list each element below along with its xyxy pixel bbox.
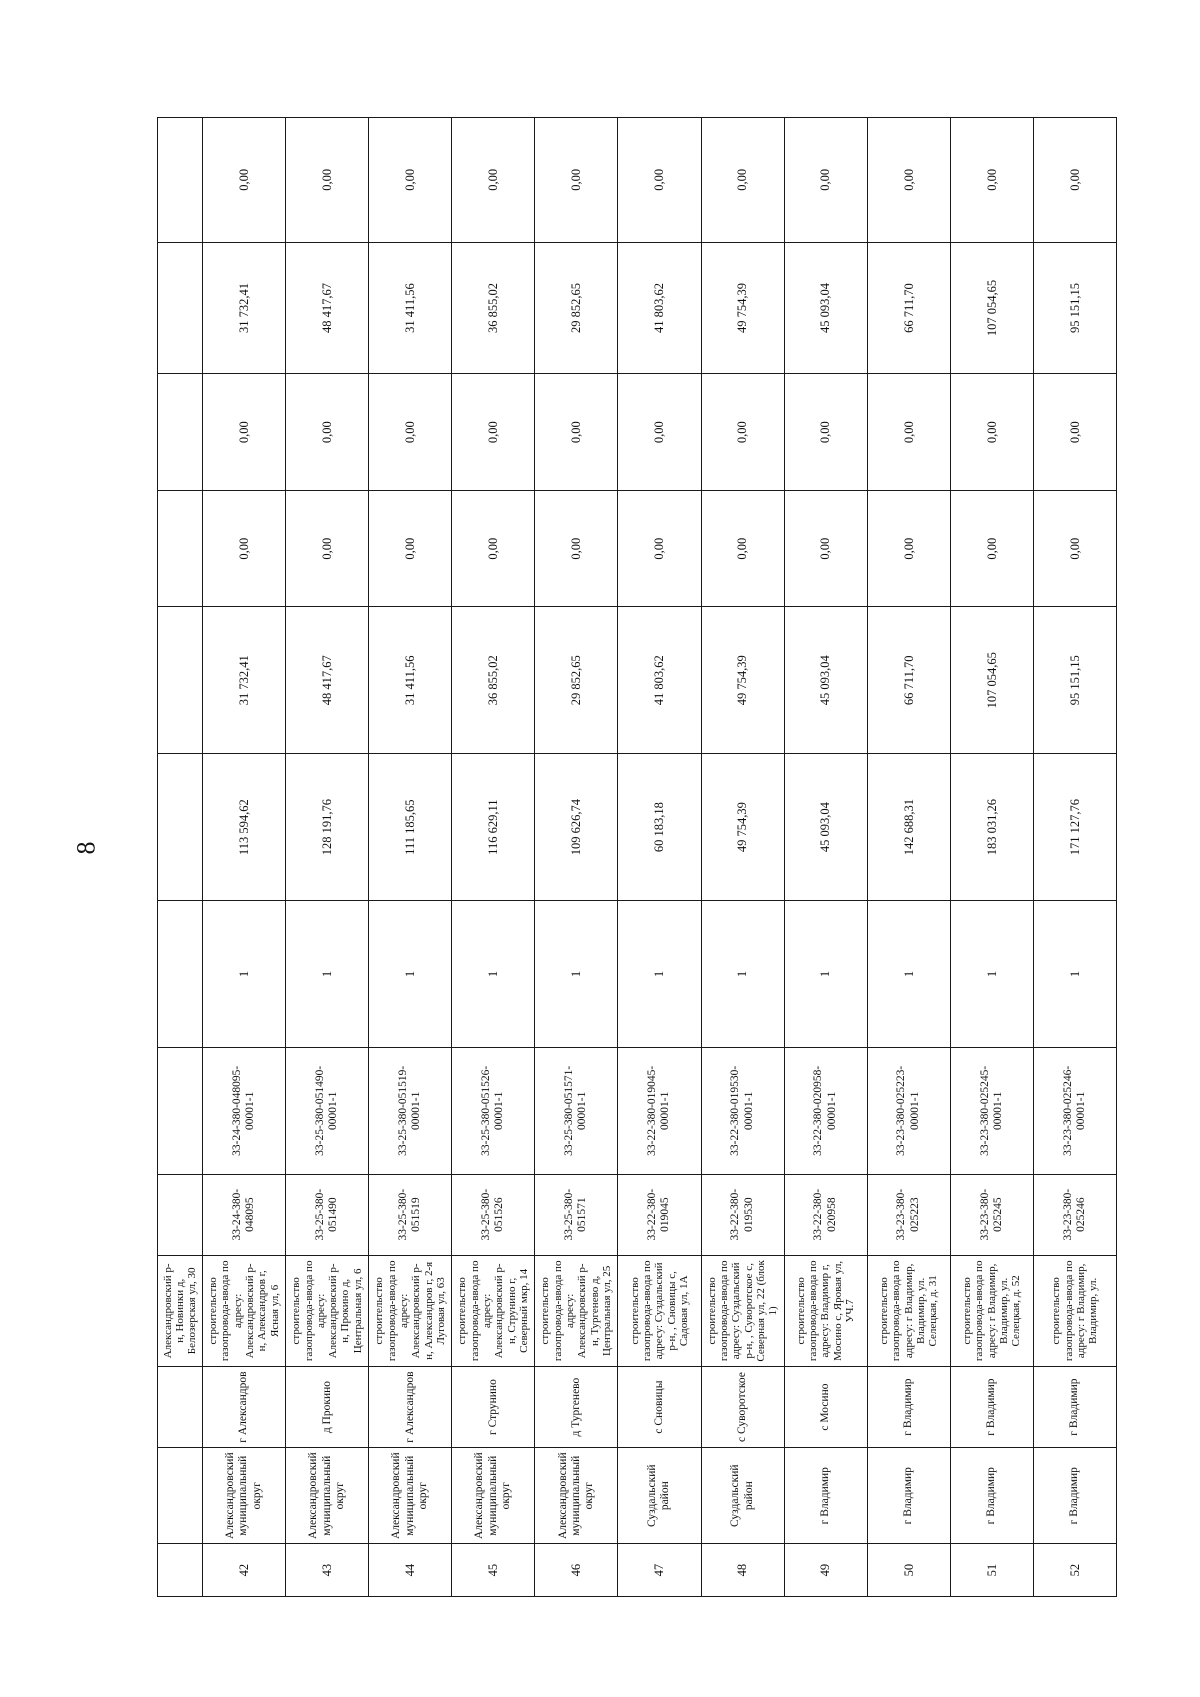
cell-a: 107 054,65 <box>950 607 1033 754</box>
cell-e: 0,00 <box>535 118 618 243</box>
cell-b: 0,00 <box>1033 490 1116 606</box>
cell-total: 45 093,04 <box>784 754 867 901</box>
cell-locality: г Струнино <box>452 1367 535 1448</box>
cell-c: 0,00 <box>286 374 369 490</box>
cell-b: 0,00 <box>867 490 950 606</box>
register-table-body <box>158 118 1117 1597</box>
table-row <box>203 118 286 1597</box>
cell-locality: г Владимир <box>867 1367 950 1448</box>
cell-b <box>158 490 203 606</box>
cell-qty: 1 <box>286 901 369 1048</box>
table-row <box>867 118 950 1597</box>
cell-cadastral: 33-23-380-025246 <box>1033 1174 1116 1255</box>
cell-a: 48 417,67 <box>286 607 369 754</box>
table-row <box>286 118 369 1597</box>
cell-cadastral: 33-25-380-051526 <box>452 1174 535 1255</box>
cell-object: строительство газопровода-ввода по адресу: Александровский р-н, Струнино г, Северный мкр, 14 <box>452 1255 535 1366</box>
cell-municipality: Суздальский район <box>701 1448 784 1544</box>
cell-e: 0,00 <box>286 118 369 243</box>
cell-cadastral: 33-22-380-019045 <box>618 1174 701 1255</box>
cell-id: 33-22-380-019530-00001-1 <box>701 1047 784 1174</box>
cell-municipality <box>158 1448 203 1544</box>
cell-cadastral: 33-25-380-051519 <box>369 1174 452 1255</box>
table-row <box>369 118 452 1597</box>
cell-num: 46 <box>535 1544 618 1597</box>
cell-a: 66 711,70 <box>867 607 950 754</box>
cell-id <box>158 1047 203 1174</box>
cell-c: 0,00 <box>867 374 950 490</box>
cell-e: 0,00 <box>950 118 1033 243</box>
cell-d: 31 732,41 <box>203 242 286 374</box>
table-row-continued <box>158 118 203 1597</box>
cell-num: 48 <box>701 1544 784 1597</box>
cell-num: 51 <box>950 1544 1033 1597</box>
cell-d: 107 054,65 <box>950 242 1033 374</box>
cell-municipality: Суздальский район <box>618 1448 701 1544</box>
cell-qty: 1 <box>701 901 784 1048</box>
cell-total: 142 688,31 <box>867 754 950 901</box>
cell-municipality: г Владимир <box>867 1448 950 1544</box>
cell-id: 33-23-380-025246-00001-1 <box>1033 1047 1116 1174</box>
cell-num <box>158 1544 203 1597</box>
cell-id: 33-23-380-025245-00001-1 <box>950 1047 1033 1174</box>
cell-e: 0,00 <box>867 118 950 243</box>
cell-object: строительство газопровода-ввода по адресу: Суздальский р-н, , Суворотское с, Северная ул, 22 (блок 1) <box>701 1255 784 1366</box>
cell-locality: г Владимир <box>950 1367 1033 1448</box>
cell-a: 45 093,04 <box>784 607 867 754</box>
cell-municipality: г Владимир <box>784 1448 867 1544</box>
cell-b: 0,00 <box>452 490 535 606</box>
cell-a: 95 151,15 <box>1033 607 1116 754</box>
cell-c: 0,00 <box>1033 374 1116 490</box>
cell-municipality: Александровский муниципальный округ <box>535 1448 618 1544</box>
cell-a: 29 852,65 <box>535 607 618 754</box>
cell-e <box>158 118 203 243</box>
cell-locality: г Владимир <box>1033 1367 1116 1448</box>
cell-num: 49 <box>784 1544 867 1597</box>
cell-object: строительство газопровода-ввода по адресу: г Владимир, Владимир, ул. Селецкая, д. 52 <box>950 1255 1033 1366</box>
cell-qty <box>158 901 203 1048</box>
cell-d: 29 852,65 <box>535 242 618 374</box>
cell-cadastral: 33-23-380-025223 <box>867 1174 950 1255</box>
cell-a <box>158 607 203 754</box>
cell-b: 0,00 <box>950 490 1033 606</box>
cell-qty: 1 <box>784 901 867 1048</box>
cell-b: 0,00 <box>203 490 286 606</box>
cell-num: 42 <box>203 1544 286 1597</box>
cell-locality <box>158 1367 203 1448</box>
cell-e: 0,00 <box>1033 118 1116 243</box>
cell-c: 0,00 <box>784 374 867 490</box>
cell-d: 36 855,02 <box>452 242 535 374</box>
cell-num: 44 <box>369 1544 452 1597</box>
cell-qty: 1 <box>950 901 1033 1048</box>
cell-qty: 1 <box>867 901 950 1048</box>
cell-object: строительство газопровода-ввода по адресу: Александровский р-н, Прокино д, Центральная ул, 6 <box>286 1255 369 1366</box>
cell-d: 49 754,39 <box>701 242 784 374</box>
cell-a: 49 754,39 <box>701 607 784 754</box>
cell-a: 36 855,02 <box>452 607 535 754</box>
cell-cadastral: 33-22-380-020958 <box>784 1174 867 1255</box>
cell-id: 33-25-380-051490-00001-1 <box>286 1047 369 1174</box>
cell-a: 41 803,62 <box>618 607 701 754</box>
cell-cadastral: 33-25-380-051571 <box>535 1174 618 1255</box>
cell-object: строительство газопровода-ввода по адресу: Александровский р-н, Тургенево д, Центральная ул, 25 <box>535 1255 618 1366</box>
cell-d: 31 411,56 <box>369 242 452 374</box>
cell-id: 33-23-380-025223-00001-1 <box>867 1047 950 1174</box>
cell-b: 0,00 <box>618 490 701 606</box>
cell-c: 0,00 <box>203 374 286 490</box>
cell-c: 0,00 <box>950 374 1033 490</box>
cell-cadastral: 33-23-380-025245 <box>950 1174 1033 1255</box>
cell-e: 0,00 <box>618 118 701 243</box>
cell-c: 0,00 <box>618 374 701 490</box>
cell-e: 0,00 <box>452 118 535 243</box>
cell-e: 0,00 <box>784 118 867 243</box>
cell-total: 128 191,76 <box>286 754 369 901</box>
cell-c: 0,00 <box>452 374 535 490</box>
cell-num: 52 <box>1033 1544 1116 1597</box>
cell-id: 33-22-380-019045-00001-1 <box>618 1047 701 1174</box>
cell-qty: 1 <box>535 901 618 1048</box>
cell-b: 0,00 <box>369 490 452 606</box>
cell-municipality: г Владимир <box>1033 1448 1116 1544</box>
cell-d: 66 711,70 <box>867 242 950 374</box>
cell-num: 43 <box>286 1544 369 1597</box>
cell-qty: 1 <box>203 901 286 1048</box>
cell-b: 0,00 <box>535 490 618 606</box>
cell-locality: д Прокино <box>286 1367 369 1448</box>
cell-object: строительство газопровода-ввода по адресу: Суздальский р-н, , Сновицы с, Садовая ул, 1А <box>618 1255 701 1366</box>
cell-d <box>158 242 203 374</box>
cell-a: 31 732,41 <box>203 607 286 754</box>
register-table <box>157 117 1117 1597</box>
cell-cadastral: 33-24-380-048095 <box>203 1174 286 1255</box>
cell-object: строительство газопровода-ввода по адресу: Александровский р-н, Александров г, Ясная ул, 6 <box>203 1255 286 1366</box>
cell-locality: д Тургенево <box>535 1367 618 1448</box>
cell-total: 111 185,65 <box>369 754 452 901</box>
cell-object: строительство газопровода-ввода по адресу: г Владимир, Владимир, ул. <box>1033 1255 1116 1366</box>
cell-b: 0,00 <box>701 490 784 606</box>
cell-total: 116 629,11 <box>452 754 535 901</box>
cell-qty: 1 <box>1033 901 1116 1048</box>
rotated-table-wrapper <box>157 117 1117 1597</box>
cell-c: 0,00 <box>369 374 452 490</box>
cell-locality: г Александров <box>203 1367 286 1448</box>
cell-qty: 1 <box>618 901 701 1048</box>
cell-cadastral: 33-25-380-051490 <box>286 1174 369 1255</box>
cell-d: 45 093,04 <box>784 242 867 374</box>
cell-id: 33-25-380-051526-00001-1 <box>452 1047 535 1174</box>
table-row <box>701 118 784 1597</box>
cell-municipality: Александровский муниципальный округ <box>452 1448 535 1544</box>
cell-qty: 1 <box>452 901 535 1048</box>
cell-c <box>158 374 203 490</box>
table-row <box>950 118 1033 1597</box>
page-number: 8 <box>71 841 101 855</box>
cell-num: 47 <box>618 1544 701 1597</box>
cell-locality: с Сновицы <box>618 1367 701 1448</box>
cell-total: 60 183,18 <box>618 754 701 901</box>
table-row <box>452 118 535 1597</box>
cell-total: 113 594,62 <box>203 754 286 901</box>
cell-cadastral: 33-22-380-019530 <box>701 1174 784 1255</box>
cell-num: 50 <box>867 1544 950 1597</box>
cell-c: 0,00 <box>535 374 618 490</box>
table-row <box>535 118 618 1597</box>
cell-id: 33-25-380-051571-00001-1 <box>535 1047 618 1174</box>
cell-e: 0,00 <box>203 118 286 243</box>
table-row <box>618 118 701 1597</box>
table-row <box>1033 118 1116 1597</box>
cell-c: 0,00 <box>701 374 784 490</box>
cell-d: 48 417,67 <box>286 242 369 374</box>
cell-id: 33-24-380-048095-00001-1 <box>203 1047 286 1174</box>
cell-object: строительство газопровода-ввода по адресу: Владимир г, Мосино с, Яровая ул, УЧ.7 <box>784 1255 867 1366</box>
cell-municipality: Александровский муниципальный округ <box>203 1448 286 1544</box>
cell-municipality: Александровский муниципальный округ <box>369 1448 452 1544</box>
cell-d: 41 803,62 <box>618 242 701 374</box>
cell-id: 33-22-380-020958-00001-1 <box>784 1047 867 1174</box>
cell-total: 109 626,74 <box>535 754 618 901</box>
cell-municipality: г Владимир <box>950 1448 1033 1544</box>
cell-d: 95 151,15 <box>1033 242 1116 374</box>
cell-e: 0,00 <box>369 118 452 243</box>
cell-a: 31 411,56 <box>369 607 452 754</box>
cell-locality: с Мосино <box>784 1367 867 1448</box>
cell-b: 0,00 <box>784 490 867 606</box>
cell-total: 49 754,39 <box>701 754 784 901</box>
table-row <box>784 118 867 1597</box>
cell-id: 33-25-380-051519-00001-1 <box>369 1047 452 1174</box>
cell-b: 0,00 <box>286 490 369 606</box>
cell-total: 183 031,26 <box>950 754 1033 901</box>
cell-locality: с Суворотское <box>701 1367 784 1448</box>
cell-e: 0,00 <box>701 118 784 243</box>
cell-object: строительство газопровода-ввода по адресу: г Владимир, Владимир, ул. Селецкая, д. 31 <box>867 1255 950 1366</box>
cell-object: Александровский р-н, Новинки д, Белозерская ул, 30 <box>158 1255 203 1366</box>
cell-object: строительство газопровода-ввода по адресу: Александровский р-н, Александров г, 2-я Луговая ул, 63 <box>369 1255 452 1366</box>
cell-locality: г Александров <box>369 1367 452 1448</box>
cell-municipality: Александровский муниципальный округ <box>286 1448 369 1544</box>
cell-total: 171 127,76 <box>1033 754 1116 901</box>
cell-num: 45 <box>452 1544 535 1597</box>
cell-qty: 1 <box>369 901 452 1048</box>
cell-total <box>158 754 203 901</box>
cell-cadastral <box>158 1174 203 1255</box>
